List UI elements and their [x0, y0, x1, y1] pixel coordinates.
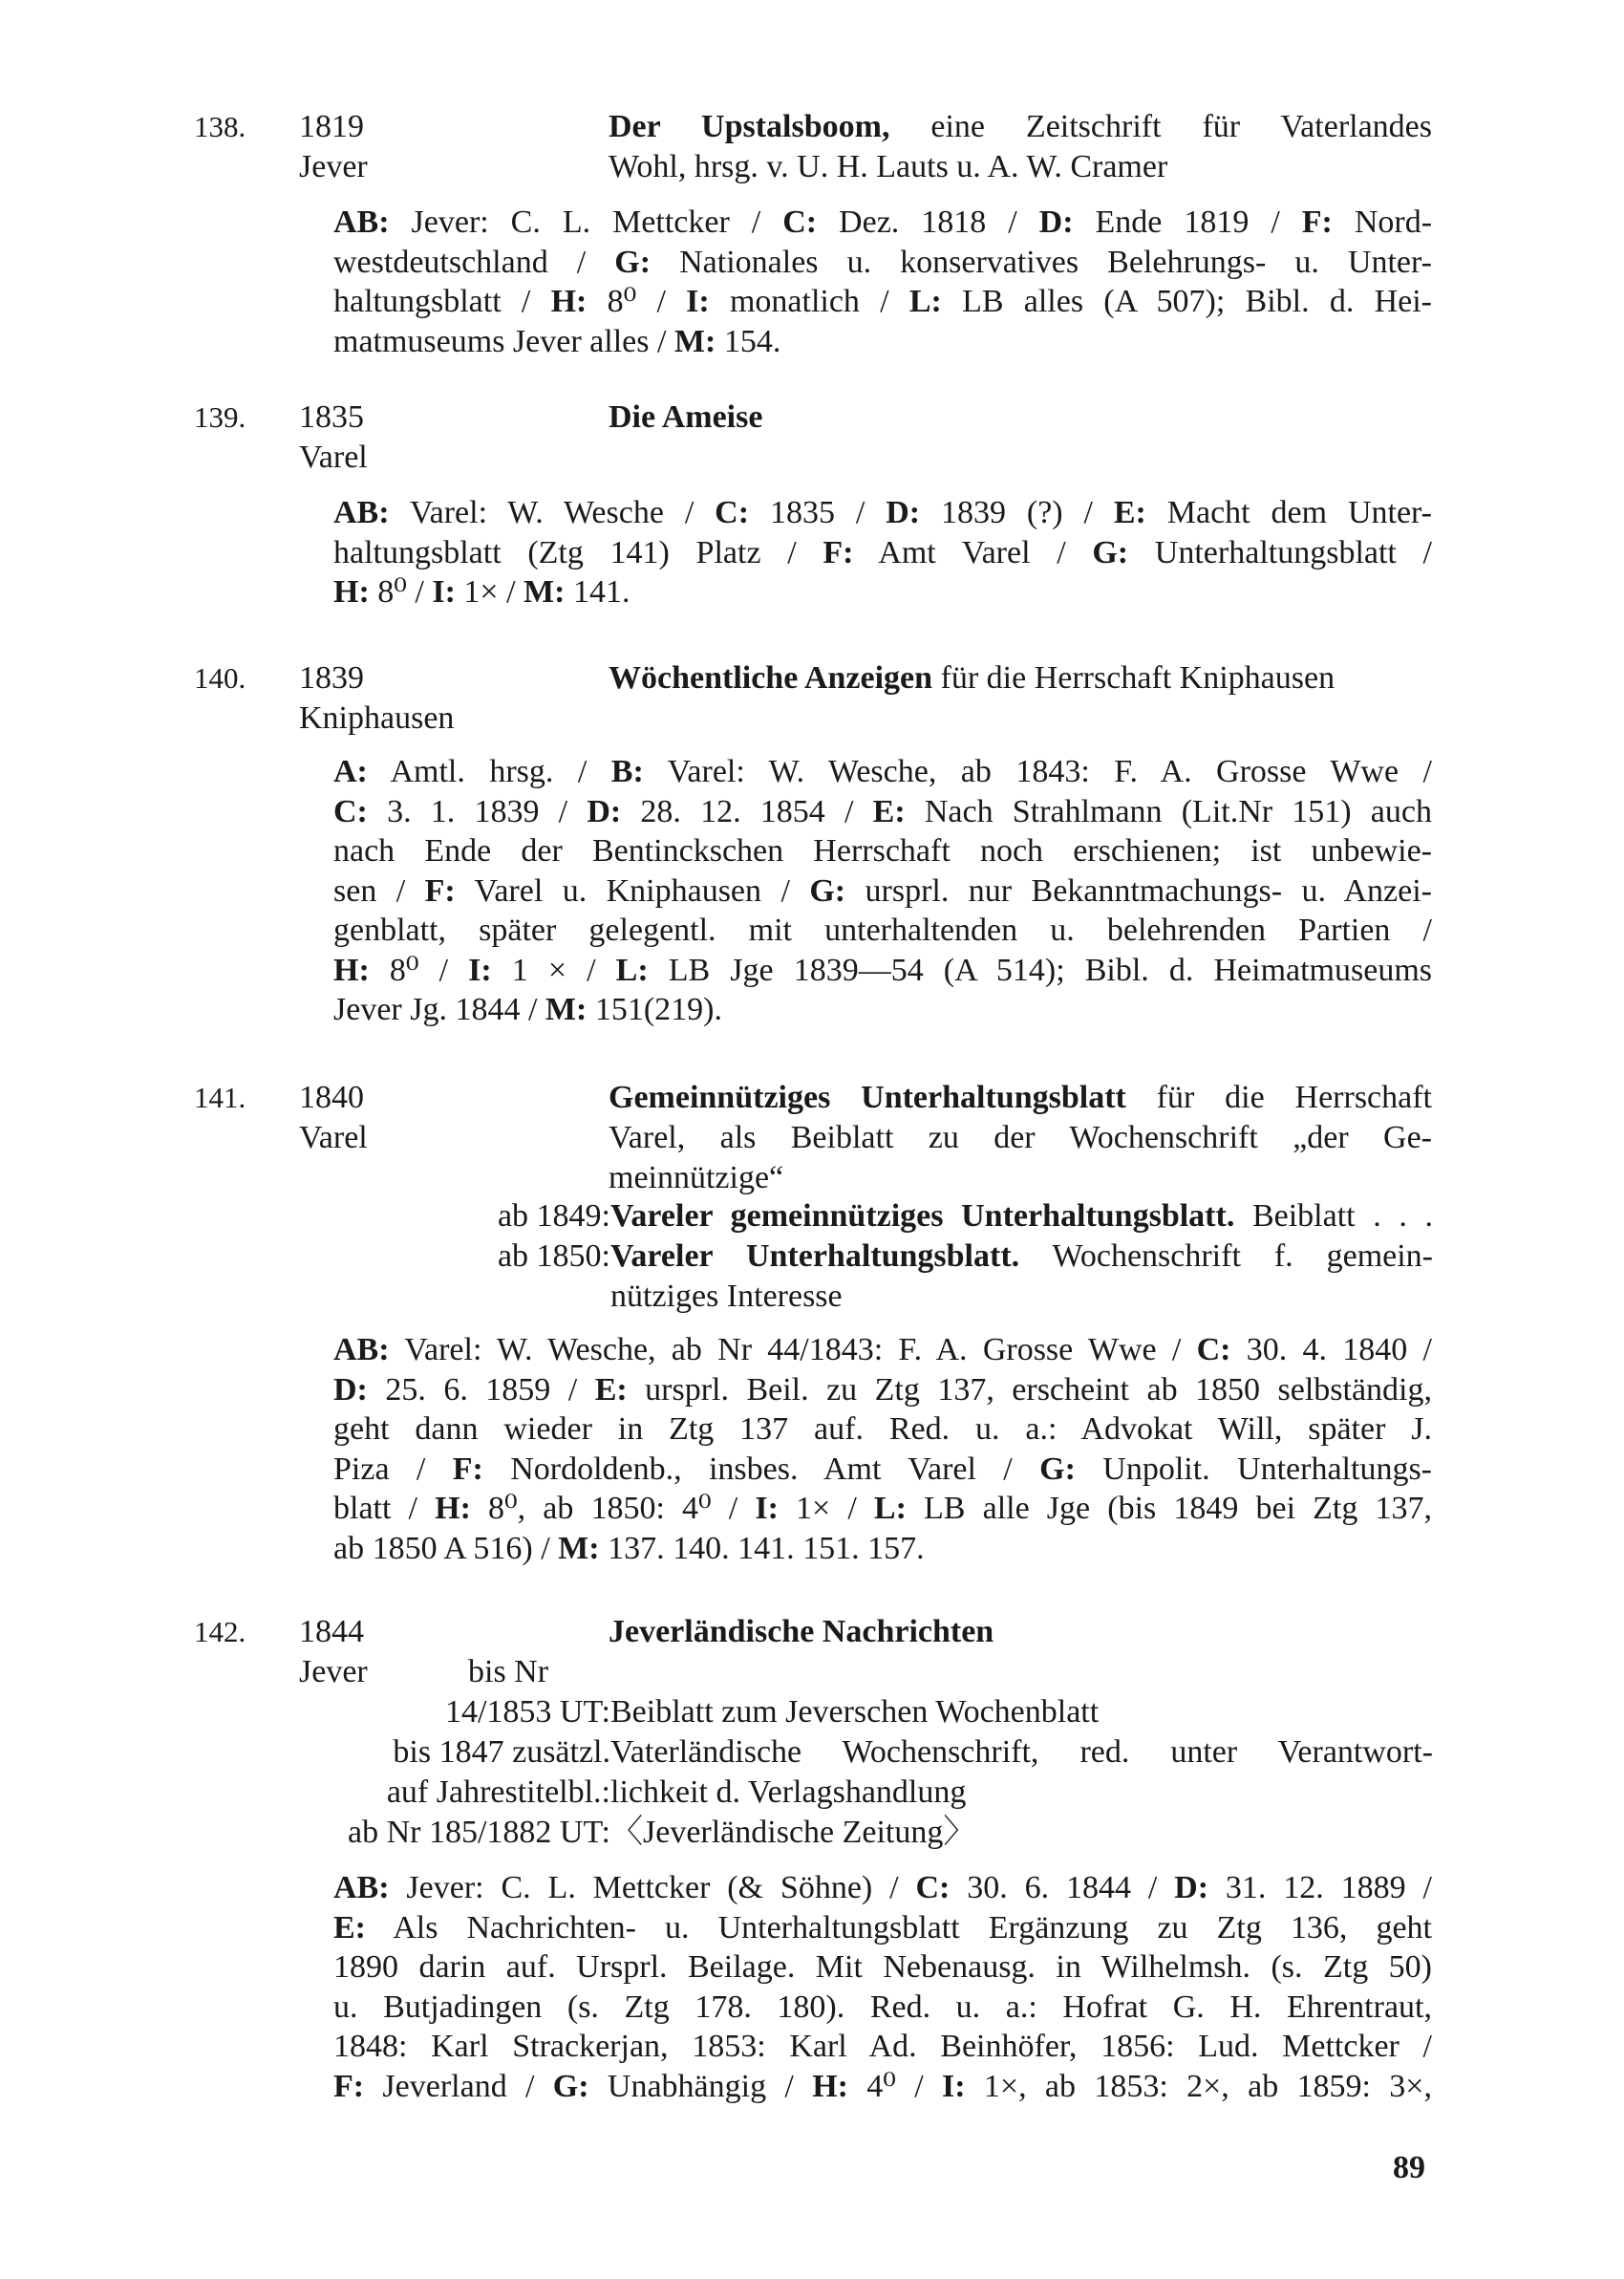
row-text: Vaterländische Wochenschrift, red. unter Verantwort-	[610, 1734, 1433, 1770]
bold-term: D:	[1038, 204, 1074, 240]
entry-title	[609, 398, 1432, 438]
body-line: Piza / F: Nordoldenb., insbes. Amt Varel / G: Unpolit. Unterhaltungs-	[333, 1451, 1432, 1487]
entry-place: Kniphausen	[299, 700, 455, 736]
entry-title	[609, 1078, 1432, 1198]
bold-term: C:	[782, 204, 818, 240]
body-line: ab 1850 A 516) / M: 137. 140. 141. 151. 157.	[333, 1530, 925, 1566]
bold-term: G:	[809, 872, 846, 909]
body-line: Jever Jg. 1844 / M: 151(219).	[333, 992, 722, 1027]
bold-term: G:	[614, 244, 652, 280]
bold-term: Gemeinnütziges Unterhaltungsblatt	[609, 1080, 1126, 1115]
bold-term: E:	[333, 1909, 366, 1946]
bold-term: D:	[333, 1371, 368, 1408]
row-text: nütziges Interesse	[610, 1279, 843, 1314]
entry-place: Varel	[299, 1120, 368, 1155]
bold-term: L:	[873, 1491, 907, 1526]
bold-term: E:	[594, 1371, 628, 1408]
bold-term: AB:	[333, 1332, 390, 1367]
row-text: 〈Jeverländische Zeitung〉	[610, 1815, 976, 1850]
bold-term: Die Ameise	[609, 399, 763, 435]
body-line: E: Als Nachrichten- u. Unterhaltungsblatt Ergänzung zu Ztg 136, geht	[333, 1909, 1432, 1946]
bold-term: E:	[1113, 495, 1146, 530]
bold-term: G:	[552, 2068, 589, 2104]
bold-term: Vareler Unterhaltungsblatt.	[610, 1238, 1020, 1274]
entry-year: 1835	[299, 399, 364, 435]
bold-term: Vareler gemeinnütziges Unterhaltungsblatt.	[610, 1198, 1235, 1234]
body-line: A: Amtl. hrsg. / B: Varel: W. Wesche, ab 1843: F. A. Grosse Wwe /	[333, 754, 1432, 789]
bold-term: C:	[715, 495, 750, 530]
bold-term: C:	[915, 1870, 951, 1905]
row-label: 14/1853 UT:	[444, 1694, 610, 1730]
bold-term: D:	[886, 495, 921, 530]
body-line: matmuseums Jever alles / M: 154.	[333, 323, 781, 359]
bold-term: F:	[452, 1451, 483, 1487]
body-line: H: 8⁰ / I: 1× / M: 141.	[333, 574, 630, 610]
entry-year: 1844	[299, 1614, 364, 1649]
bold-term: I:	[686, 284, 710, 319]
label-row	[191, 1277, 1433, 1317]
entry-body	[333, 1330, 1432, 1568]
bold-term: F:	[333, 2068, 365, 2104]
page-number: 89	[1393, 2150, 1425, 2185]
bold-term: M:	[558, 1530, 600, 1566]
entry-body	[333, 203, 1432, 361]
label-row	[191, 1773, 1433, 1813]
bold-term: A:	[333, 754, 368, 789]
row-label: auf Jahrestitelbl.:	[386, 1774, 610, 1810]
body-line: AB: Varel: W. Wesche / C: 1835 / D: 1839 (?) / E: Macht dem Unter-	[333, 495, 1432, 530]
bold-term: G:	[1092, 534, 1129, 570]
entry-number: 138.	[194, 110, 246, 143]
title-line: Varel, als Beiblatt zu der Wochenschrift „der Ge-	[609, 1120, 1432, 1155]
body-line: 1890 darin auf. Ursprl. Beilage. Mit Nebenausg. in Wilhelmsh. (s. Ztg 50)	[333, 1949, 1432, 1985]
entry-title	[609, 1612, 1432, 1652]
body-line: westdeutschland / G: Nationales u. konservatives Belehrungs- u. Unter-	[333, 244, 1432, 280]
bold-term: G:	[1039, 1451, 1076, 1487]
label-row	[191, 1813, 1433, 1853]
title-line	[609, 398, 1432, 438]
entry-body	[333, 493, 1432, 613]
entry-place: Varel	[299, 440, 368, 475]
entry-number: 142.	[194, 1615, 246, 1648]
entry-place-extra: bis Nr	[468, 1654, 549, 1689]
bold-term: B:	[610, 754, 644, 789]
body-line: H: 8⁰ / I: 1 × / L: LB Jge 1839—54 (A 514); Bibl. d. Heimatmuseums	[333, 952, 1432, 988]
bold-term: Der Upstalsboom,	[609, 109, 890, 144]
entry-number: 140.	[194, 661, 246, 695]
bold-term: Jeverländische Nachrichten	[609, 1614, 994, 1649]
entry-body	[333, 1868, 1432, 2106]
row-text: Vareler gemeinnütziges Unterhaltungsblatt. Beiblatt . . .	[610, 1198, 1433, 1234]
title-line	[609, 1612, 1432, 1652]
bold-term: I:	[755, 1491, 779, 1526]
bold-term: AB:	[333, 204, 390, 240]
bold-term: E:	[872, 793, 906, 829]
title-line: Wöchentliche Anzeigen für die Herrschaft Kniphausen	[609, 660, 1336, 696]
bold-term: Wöchentliche Anzeigen	[609, 660, 933, 696]
entry-year: 1839	[299, 660, 364, 696]
body-line: 1848: Karl Strackerjan, 1853: Karl Ad. Beinhöfer, 1856: Lud. Mettcker /	[333, 2029, 1432, 2064]
entry-number: 139.	[194, 400, 246, 434]
body-line: AB: Jever: C. L. Mettcker (& Söhne) / C: 30. 6. 1844 / D: 31. 12. 1889 /	[333, 1870, 1433, 1905]
entry-year: 1840	[299, 1080, 364, 1115]
bold-term: F:	[823, 534, 854, 570]
bold-term: I:	[942, 2068, 966, 2104]
bold-term: C:	[1196, 1332, 1231, 1367]
label-row	[191, 1196, 1433, 1236]
bold-term: L:	[615, 952, 649, 988]
bold-term: AB:	[333, 1870, 390, 1905]
bold-term: M:	[673, 323, 716, 359]
row-text: lichkeit d. Verlagshandlung	[610, 1774, 967, 1810]
bold-term: F:	[1301, 204, 1333, 240]
bold-term: H:	[812, 2068, 848, 2104]
bold-term: M:	[545, 992, 588, 1027]
body-line: D: 25. 6. 1859 / E: ursprl. Beil. zu Ztg 137, erscheint ab 1850 selbständig,	[333, 1371, 1432, 1408]
row-label: ab 1850:	[497, 1238, 610, 1274]
bold-term: H:	[435, 1491, 471, 1526]
bold-term: F:	[424, 872, 456, 909]
body-line: haltungsblatt / H: 8⁰ / I: monatlich / L: LB alles (A 507); Bibl. d. Hei-	[333, 284, 1433, 319]
body-line: geht dann wieder in Ztg 137 auf. Red. u. a.: Advokat Will, später J.	[333, 1411, 1432, 1447]
entry-title	[609, 658, 1432, 699]
title-line: Gemeinnütziges Unterhaltungsblatt für die Herrschaft	[609, 1080, 1433, 1115]
bold-term: C:	[333, 793, 368, 829]
title-line: Der Upstalsboom, eine Zeitschrift für Vaterlandes	[609, 109, 1432, 144]
bold-term: L:	[908, 284, 942, 319]
label-row	[191, 1236, 1433, 1277]
entry-number: 141.	[194, 1081, 246, 1114]
body-line: u. Butjadingen (s. Ztg 178. 180). Red. u. a.: Hofrat G. H. Ehrentraut,	[333, 1989, 1432, 2025]
entry-place: Jever	[299, 149, 368, 184]
entry-title	[609, 107, 1432, 187]
entry-body	[333, 752, 1432, 1030]
row-text: Beiblatt zum Jeverschen Wochenblatt	[610, 1694, 1100, 1730]
row-label: ab 1849:	[497, 1198, 610, 1234]
title-line: meinnützige“	[609, 1160, 784, 1195]
bold-term: I:	[432, 574, 456, 610]
body-line: sen / F: Varel u. Kniphausen / G: ursprl. nur Bekanntmachungs- u. Anzei-	[333, 872, 1432, 909]
row-label: ab Nr 185/1882 UT:	[348, 1815, 610, 1850]
bold-term: AB:	[333, 495, 390, 530]
label-row	[191, 1732, 1433, 1773]
bold-term: M:	[524, 574, 566, 610]
bold-term: I:	[468, 952, 492, 988]
bold-term: H:	[333, 574, 370, 610]
body-line: genblatt, später gelegentl. mit unterhaltenden u. belehrenden Partien /	[333, 913, 1432, 948]
bold-term: H:	[333, 952, 370, 988]
body-line: haltungsblatt (Ztg 141) Platz / F: Amt Varel / G: Unterhaltungsblatt /	[333, 534, 1432, 570]
body-line: F: Jeverland / G: Unabhängig / H: 4⁰ / I: 1×, ab 1853: 2×, ab 1859: 3×,	[333, 2068, 1432, 2104]
label-row	[191, 1692, 1433, 1732]
body-line: AB: Varel: W. Wesche, ab Nr 44/1843: F. A. Grosse Wwe / C: 30. 4. 1840 /	[333, 1332, 1432, 1367]
bold-term: H:	[550, 284, 588, 319]
title-line: Wohl, hrsg. v. U. H. Lauts u. A. W. Cramer	[609, 149, 1168, 184]
body-line: C: 3. 1. 1839 / D: 28. 12. 1854 / E: Nach Strahlmann (Lit.Nr 151) auch	[333, 793, 1432, 829]
body-line: blatt / H: 8⁰, ab 1850: 4⁰ / I: 1× / L: LB alle Jge (bis 1849 bei Ztg 137,	[333, 1491, 1432, 1526]
row-label: bis 1847 zusätzl.	[393, 1734, 610, 1770]
body-line: AB: Jever: C. L. Mettcker / C: Dez. 1818 / D: Ende 1819 / F: Nord-	[333, 204, 1433, 240]
row-text: Vareler Unterhaltungsblatt. Wochenschrift f. gemein-	[610, 1238, 1433, 1274]
entry-place: Jever	[299, 1654, 368, 1689]
entry-year: 1819	[299, 109, 364, 144]
bold-term: D:	[587, 793, 622, 829]
body-line: nach Ende der Bentinckschen Herrschaft noch erschienen; ist unbewie-	[333, 833, 1432, 869]
bold-term: D:	[1174, 1870, 1209, 1905]
